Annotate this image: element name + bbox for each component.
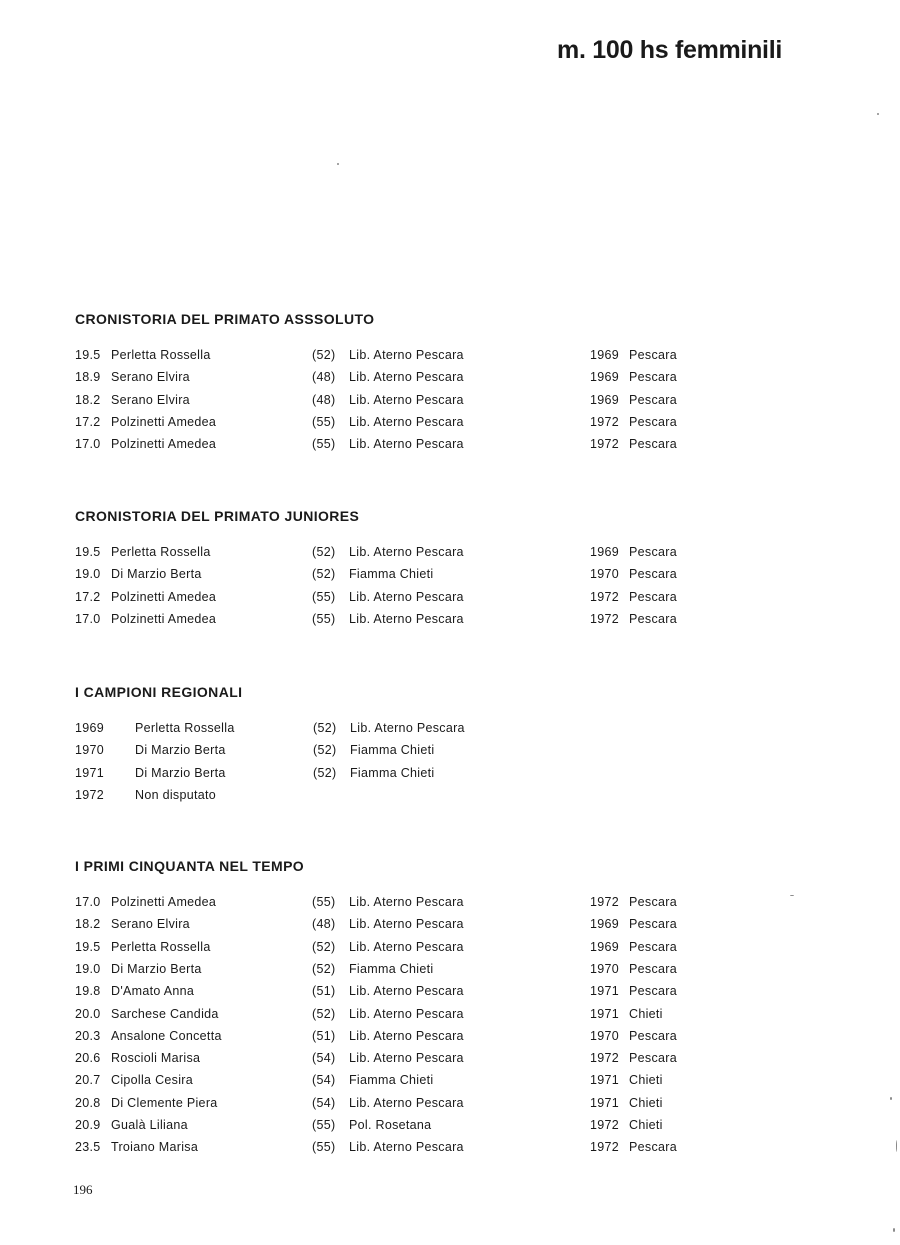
athlete-name-cell: Perletta Rossella [135, 721, 235, 735]
athlete-name-cell: Perletta Rossella [111, 348, 211, 362]
year-cell: 1972 [590, 414, 620, 429]
athlete-name-cell: Polzinetti Amedea [111, 611, 217, 626]
club-cell: Fiamma Chieti [349, 1073, 434, 1088]
athlete-name-cell: Troiano Marisa [111, 1140, 199, 1155]
record-row [0, 437, 900, 459]
club-cell: Lib. Aterno Pescara [349, 895, 464, 909]
record-row [0, 1007, 900, 1029]
year-cell: 1972 [590, 437, 620, 452]
time-cell: 17.2 [75, 589, 101, 604]
section-heading: I PRIMI CINQUANTA NEL TEMPO [75, 858, 305, 874]
venue-cell: Pescara [629, 611, 677, 626]
year-cell: 1970 [590, 567, 620, 582]
athlete-name-cell: Sarchese Candida [111, 1006, 219, 1021]
time-cell: 20.0 [75, 1006, 101, 1021]
birth-year-cell: (52) [312, 545, 336, 559]
time-cell: 17.0 [75, 437, 101, 452]
record-row [0, 940, 900, 962]
record-row [0, 370, 900, 392]
venue-cell: Pescara [629, 414, 677, 429]
time-cell: 23.5 [75, 1140, 101, 1155]
club-cell: Lib. Aterno Pescara [349, 589, 464, 604]
record-row [0, 1118, 900, 1140]
record-row [0, 612, 900, 634]
year-cell: 1971 [590, 1073, 620, 1088]
athlete-name-cell: Perletta Rossella [111, 545, 211, 559]
record-row [0, 1051, 900, 1073]
time-cell: 18.2 [75, 392, 101, 407]
club-cell: Lib. Aterno Pescara [349, 414, 464, 429]
venue-cell: Pescara [629, 895, 677, 909]
athlete-name-cell: Serano Elvira [111, 917, 190, 932]
section-heading: CRONISTORIA DEL PRIMATO ASSSOLUTO [75, 311, 375, 327]
club-cell: Pol. Rosetana [349, 1118, 432, 1132]
venue-cell: Pescara [629, 917, 677, 932]
club-cell: Fiamma Chieti [349, 567, 434, 582]
record-row [0, 962, 900, 984]
birth-year-cell: (55) [312, 1140, 336, 1155]
birth-year-cell: (52) [313, 765, 337, 780]
record-row [0, 590, 900, 612]
birth-year-cell: (51) [312, 1028, 336, 1043]
time-cell: 20.6 [75, 1051, 101, 1066]
club-cell: Fiamma Chieti [350, 765, 435, 780]
birth-year-cell: (52) [313, 743, 337, 758]
athlete-name-cell: Gualà Liliana [111, 1118, 188, 1132]
time-cell: 20.3 [75, 1028, 101, 1043]
venue-cell: Pescara [629, 939, 677, 954]
page-title: m. 100 hs femminili [557, 36, 782, 64]
record-row [0, 1073, 900, 1095]
record-row [0, 917, 900, 939]
club-cell: Lib. Aterno Pescara [349, 348, 464, 362]
year-cell: 1969 [590, 917, 620, 932]
birth-year-cell: (55) [312, 589, 336, 604]
year-cell: 1969 [590, 392, 620, 407]
scan-speck [890, 1097, 892, 1100]
birth-year-cell: (48) [312, 917, 336, 932]
venue-cell: Pescara [629, 348, 677, 362]
year-cell: 1972 [590, 589, 620, 604]
birth-year-cell: (52) [312, 1006, 336, 1021]
club-cell: Lib. Aterno Pescara [350, 721, 465, 735]
venue-cell: Pescara [629, 984, 677, 999]
club-cell: Lib. Aterno Pescara [349, 1051, 464, 1066]
athlete-name-cell: Di Marzio Berta [111, 567, 202, 582]
time-cell: 19.0 [75, 567, 101, 582]
record-row [0, 1140, 900, 1162]
time-cell: 19.5 [75, 545, 101, 559]
club-cell: Lib. Aterno Pescara [349, 1140, 464, 1155]
athlete-name-cell: Di Marzio Berta [111, 961, 202, 976]
time-cell: 19.5 [75, 348, 101, 362]
club-cell: Lib. Aterno Pescara [349, 437, 464, 452]
record-row [0, 545, 900, 567]
athlete-name-cell: Serano Elvira [111, 370, 190, 385]
club-cell: Lib. Aterno Pescara [349, 611, 464, 626]
record-row [0, 1029, 900, 1051]
time-cell: 17.2 [75, 414, 101, 429]
birth-year-cell: (54) [312, 1073, 336, 1088]
club-cell: Lib. Aterno Pescara [349, 370, 464, 385]
birth-year-cell: (55) [312, 611, 336, 626]
club-cell: Lib. Aterno Pescara [349, 1028, 464, 1043]
record-row [0, 393, 900, 415]
section-heading: I CAMPIONI REGIONALI [75, 684, 243, 700]
venue-cell: Chieti [629, 1118, 663, 1132]
scan-speck [337, 163, 339, 165]
athlete-name-cell: Di Marzio Berta [135, 743, 226, 758]
year-cell: 1971 [590, 984, 620, 999]
scan-speck [790, 895, 794, 896]
venue-cell: Pescara [629, 545, 677, 559]
year-cell: 1970 [590, 1028, 620, 1043]
athlete-name-cell: Roscioli Marisa [111, 1051, 201, 1066]
time-cell: 19.5 [75, 939, 101, 954]
birth-year-cell: (52) [313, 721, 337, 735]
time-cell: 19.0 [75, 961, 101, 976]
athlete-name-cell: Polzinetti Amedea [111, 589, 217, 604]
champion-row [0, 721, 900, 743]
birth-year-cell: (51) [312, 984, 336, 999]
club-cell: Fiamma Chieti [350, 743, 435, 758]
year-cell: 1970 [590, 961, 620, 976]
year-cell: 1971 [590, 1006, 620, 1021]
club-cell: Lib. Aterno Pescara [349, 1006, 464, 1021]
year-cell: 1969 [590, 939, 620, 954]
athlete-name-cell: Polzinetti Amedea [111, 414, 217, 429]
venue-cell: Chieti [629, 1006, 663, 1021]
club-cell: Lib. Aterno Pescara [349, 545, 464, 559]
venue-cell: Chieti [629, 1095, 663, 1110]
club-cell: Lib. Aterno Pescara [349, 392, 464, 407]
section-heading: CRONISTORIA DEL PRIMATO JUNIORES [75, 508, 360, 524]
club-cell: Lib. Aterno Pescara [349, 984, 464, 999]
time-cell: 18.9 [75, 370, 101, 385]
record-row [0, 348, 900, 370]
birth-year-cell: (54) [312, 1095, 336, 1110]
year-cell: 1971 [75, 765, 105, 780]
time-cell: 17.0 [75, 895, 101, 909]
year-cell: 1969 [590, 348, 620, 362]
venue-cell: Pescara [629, 589, 677, 604]
record-row [0, 1096, 900, 1118]
scan-speck [893, 1228, 895, 1232]
birth-year-cell: (48) [312, 370, 336, 385]
year-cell: 1972 [590, 1140, 620, 1155]
venue-cell: Pescara [629, 1140, 677, 1155]
year-cell: 1972 [75, 787, 105, 802]
athlete-name-cell: Serano Elvira [111, 392, 190, 407]
scan-speck [877, 113, 879, 115]
champion-row [0, 788, 900, 810]
year-cell: 1972 [590, 1051, 620, 1066]
venue-cell: Pescara [629, 437, 677, 452]
time-cell: 18.2 [75, 917, 101, 932]
athlete-name-cell: Di Clemente Piera [111, 1095, 218, 1110]
birth-year-cell: (55) [312, 414, 336, 429]
venue-cell: Pescara [629, 961, 677, 976]
venue-cell: Pescara [629, 370, 677, 385]
record-row [0, 984, 900, 1006]
athlete-name-cell: Non disputato [135, 787, 217, 802]
athlete-name-cell: Cipolla Cesira [111, 1073, 194, 1088]
athlete-name-cell: Di Marzio Berta [135, 765, 226, 780]
champion-row [0, 743, 900, 765]
athlete-name-cell: Perletta Rossella [111, 939, 211, 954]
venue-cell: Pescara [629, 567, 677, 582]
year-cell: 1969 [75, 721, 105, 735]
year-cell: 1972 [590, 895, 620, 909]
record-row [0, 415, 900, 437]
year-cell: 1969 [590, 370, 620, 385]
time-cell: 20.9 [75, 1118, 101, 1132]
club-cell: Lib. Aterno Pescara [349, 1095, 464, 1110]
athlete-name-cell: Polzinetti Amedea [111, 895, 217, 909]
club-cell: Lib. Aterno Pescara [349, 917, 464, 932]
birth-year-cell: (55) [312, 437, 336, 452]
venue-cell: Chieti [629, 1073, 663, 1088]
birth-year-cell: (48) [312, 392, 336, 407]
record-row [0, 567, 900, 589]
venue-cell: Pescara [629, 392, 677, 407]
club-cell: Lib. Aterno Pescara [349, 939, 464, 954]
athlete-name-cell: D'Amato Anna [111, 984, 195, 999]
year-cell: 1972 [590, 1118, 620, 1132]
venue-cell: Pescara [629, 1028, 677, 1043]
year-cell: 1970 [75, 743, 105, 758]
athlete-name-cell: Polzinetti Amedea [111, 437, 217, 452]
birth-year-cell: (52) [312, 567, 336, 582]
athlete-name-cell: Ansalone Concetta [111, 1028, 222, 1043]
birth-year-cell: (52) [312, 939, 336, 954]
birth-year-cell: (52) [312, 961, 336, 976]
time-cell: 20.7 [75, 1073, 101, 1088]
year-cell: 1969 [590, 545, 620, 559]
page-number: 196 [73, 1182, 93, 1197]
year-cell: 1972 [590, 611, 620, 626]
time-cell: 20.8 [75, 1095, 101, 1110]
birth-year-cell: (52) [312, 348, 336, 362]
year-cell: 1971 [590, 1095, 620, 1110]
birth-year-cell: (55) [312, 1118, 336, 1132]
venue-cell: Pescara [629, 1051, 677, 1066]
birth-year-cell: (55) [312, 895, 336, 909]
champion-row [0, 766, 900, 788]
scan-speck [896, 1140, 897, 1152]
club-cell: Fiamma Chieti [349, 961, 434, 976]
birth-year-cell: (54) [312, 1051, 336, 1066]
time-cell: 19.8 [75, 984, 101, 999]
record-row [0, 895, 900, 917]
time-cell: 17.0 [75, 611, 101, 626]
